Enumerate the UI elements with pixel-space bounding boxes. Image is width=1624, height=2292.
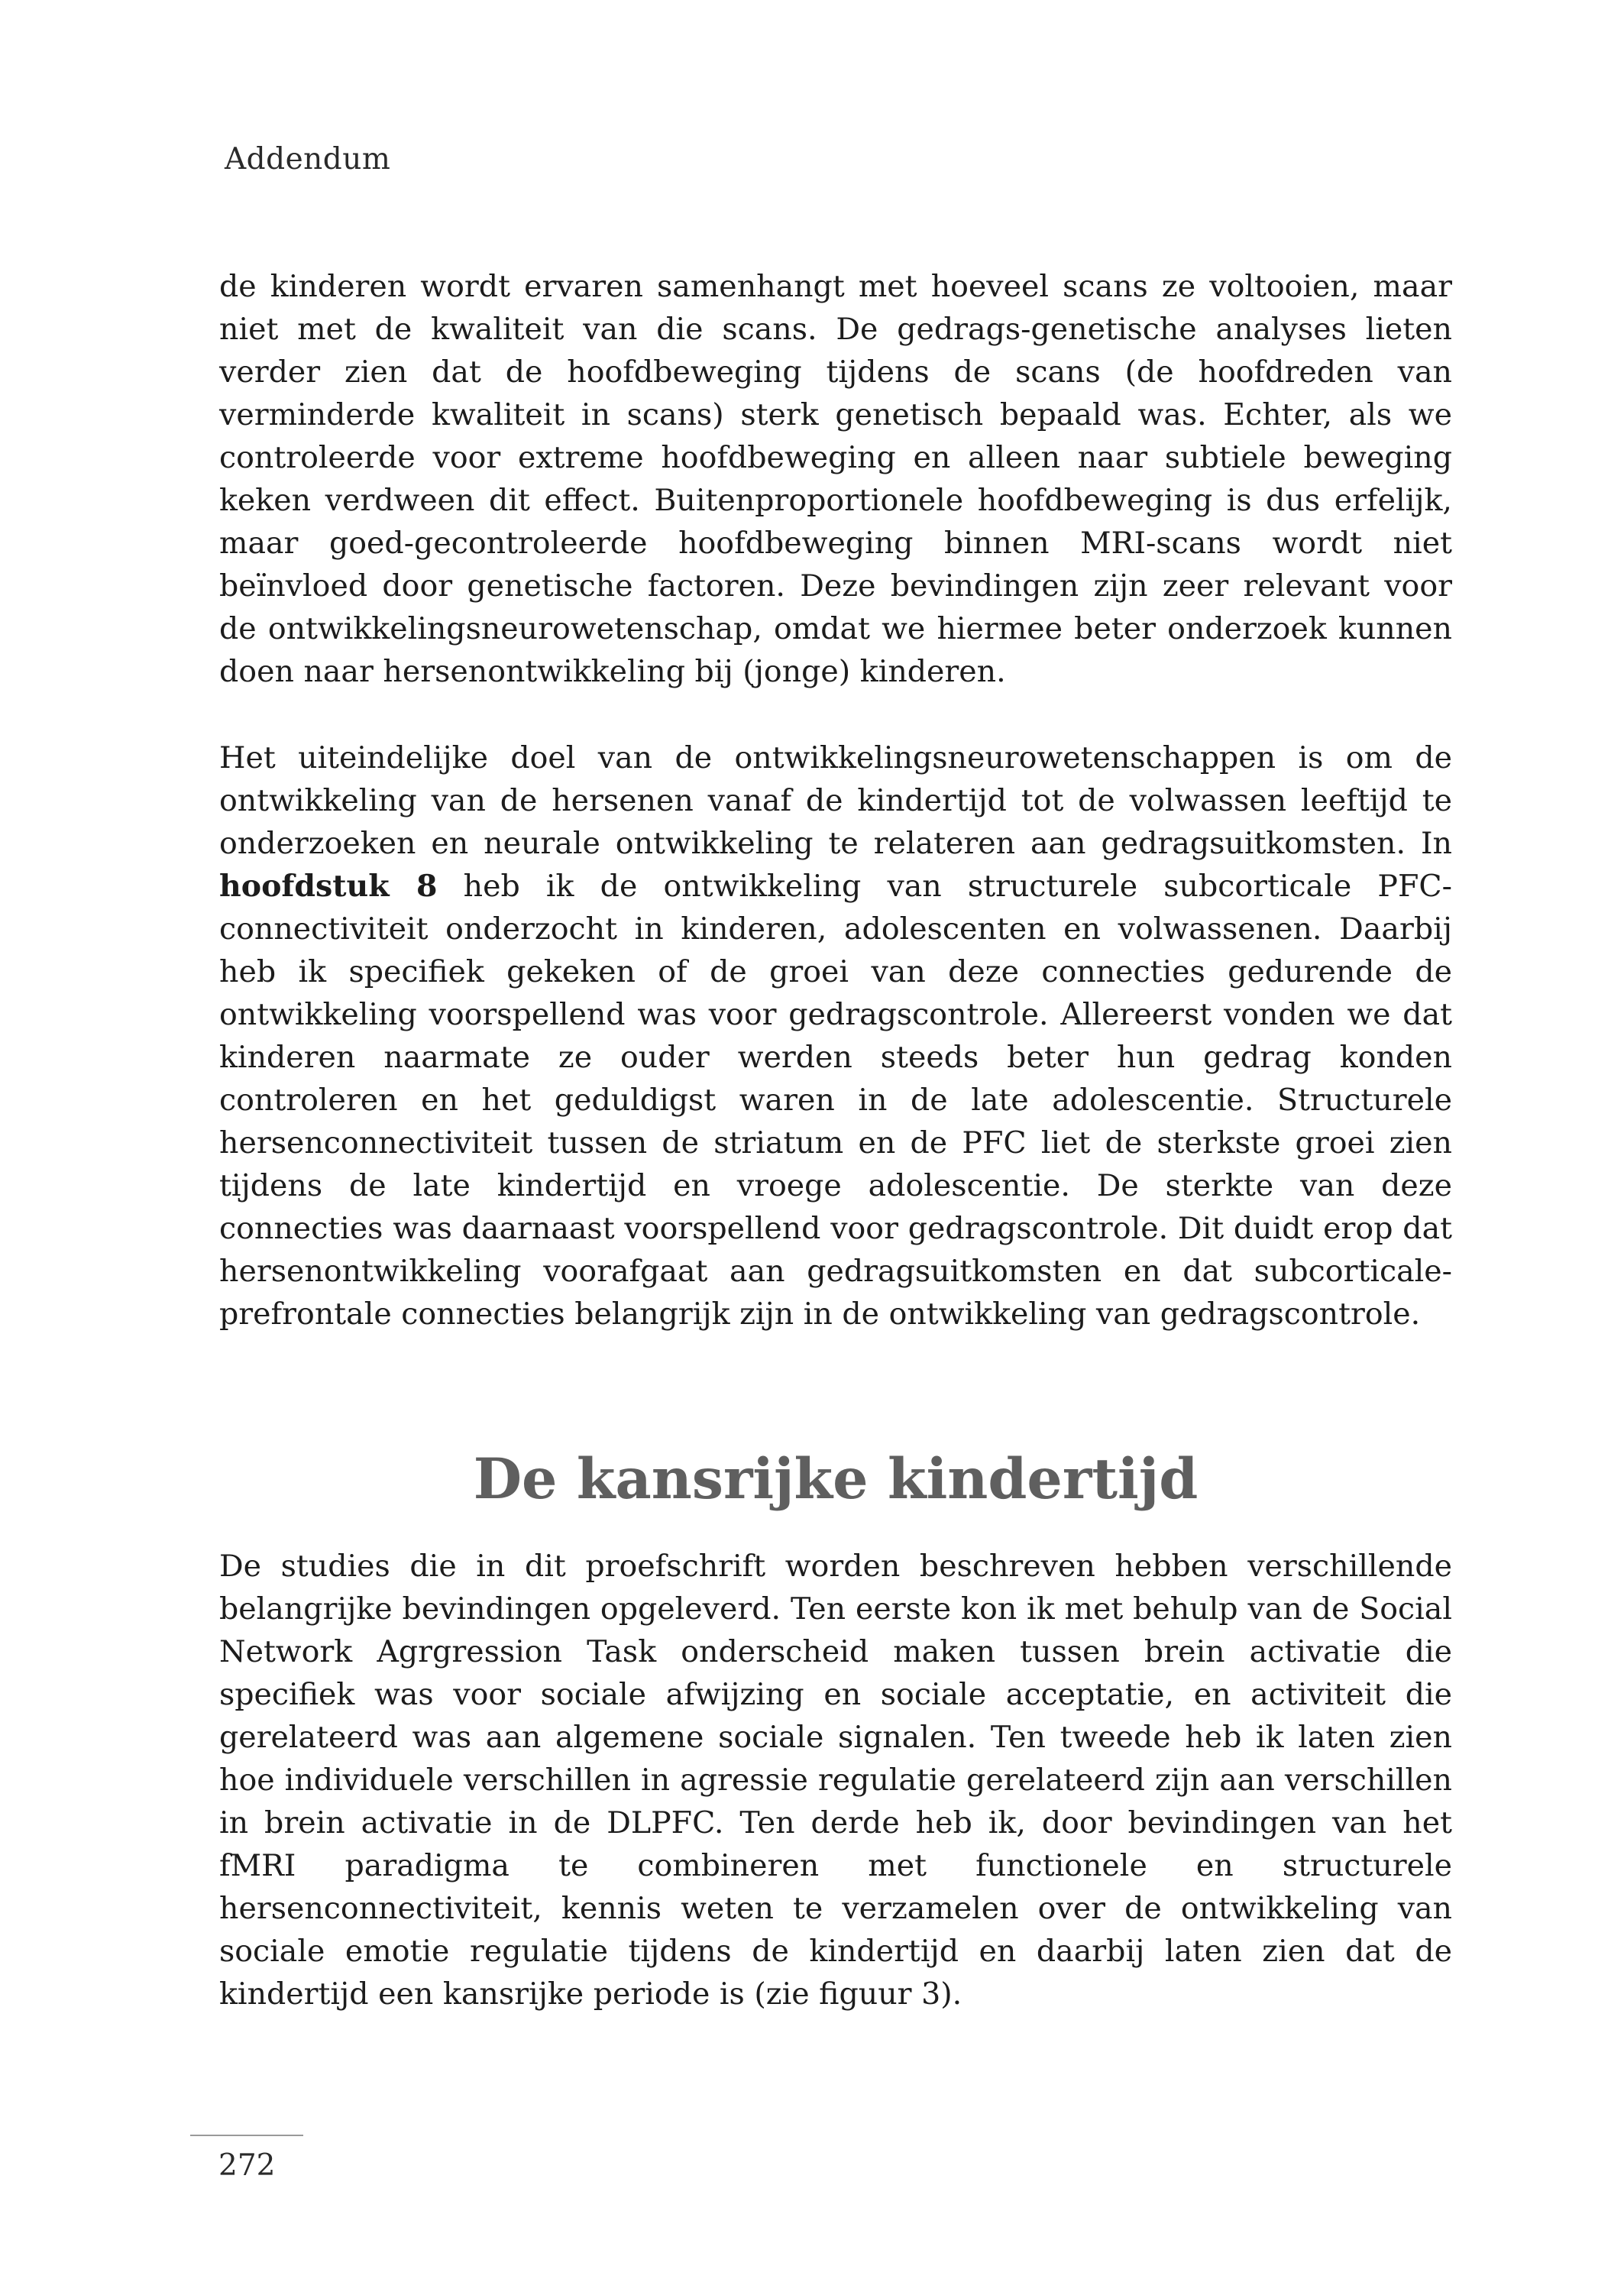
section-heading: De kansrijke kindertijd (473, 1446, 1199, 1512)
running-head: Addendum (225, 142, 391, 176)
page-number: 272 (218, 2148, 276, 2183)
paragraph-2-text-after: heb ik de ontwikkeling van structurele subcorticale PFC-connectiviteit onderzocht in kinderen, adolescenten en volwassenen. Daarbij heb ik specifiek gekeken of de groei van deze connecties gedurende de ontwikkeling voorspellend was voor gedragscontrole. Allereerst vonden we dat kinderen naarmate ze ouder werden steeds beter hun gedrag konden controleren en het geduldigst waren in de late adolescentie. Structurele hersenconnectiviteit tussen de striatum en de PFC liet de sterkste groei zien tijdens de late kindertijd en vroege adolescentie. De sterkte van deze connecties was daarnaast voorspellend voor gedragscontrole. Dit duidt erop dat hersenontwikkeling voorafgaat aan gedragsuitkomsten en dat subcorticale- prefrontale connecties belangrijk zijn in de ontwikkeling van gedragscontrole. (219, 869, 1452, 1332)
body-paragraph-1: de kinderen wordt ervaren samenhangt met hoeveel scans ze voltooien, maar niet met de kwaliteit van die scans. De gedrags-genetische analyses lieten verder zien dat de hoofdbeweging tijdens de scans (de hoofdreden van verminderde kwaliteit in scans) sterk genetisch bepaald was. Echter, als we controleerde voor extreme hoofdbeweging en alleen naar subtiele beweging keken verdween dit effect. Buitenproportionele hoofdbeweging is dus erfelijk, maar goed-gecontroleerde hoofdbeweging binnen MRI-scans wordt niet beïnvloed door genetische factoren. Deze bevindingen zijn zeer relevant voor de ontwikkelingsneurowetenschap, omdat we hiermee beter onderzoek kunnen doen naar hersenontwikkeling bij (jonge) kinderen. (219, 269, 1452, 689)
paragraph-2-text-before: Het uiteindelijke doel van de ontwikkelingsneurowetenschappen is om de ontwikkeling van de hersenen vanaf de kindertijd tot de volwassen leeftijd te onderzoeken en neurale ontwikkeling te relateren aan gedragsuitkomsten. In (219, 740, 1452, 861)
chapter-reference-bold: hoofdstuk 8 (219, 869, 438, 904)
body-paragraph-3: De studies die in dit proefschrift worden beschreven hebben verschillende belangrijke bevindingen opgeleverd. Ten eerste kon ik met behulp van de Social Network Agrgression Task onderscheid maken tussen brein activatie die specifiek was voor sociale afwijzing en sociale acceptatie, en activiteit die gerelateerd was aan algemene sociale signalen. Ten tweede heb ik laten zien hoe individuele verschillen in agressie regulatie gerelateerd zijn aan verschillen in brein activatie in de DLPFC. Ten derde heb ik, door bevindingen van het fMRI paradigma te combineren met functionele en structurele hersenconnectiviteit, kennis weten te verzamelen over de ontwikkeling van sociale emotie regulatie tijdens de kindertijd en daarbij laten zien dat de kindertijd een kansrijke periode is (zie figuur 3). (219, 1549, 1452, 2012)
body-paragraph-2 (219, 736, 1452, 1335)
footer-rule (190, 2135, 303, 2136)
